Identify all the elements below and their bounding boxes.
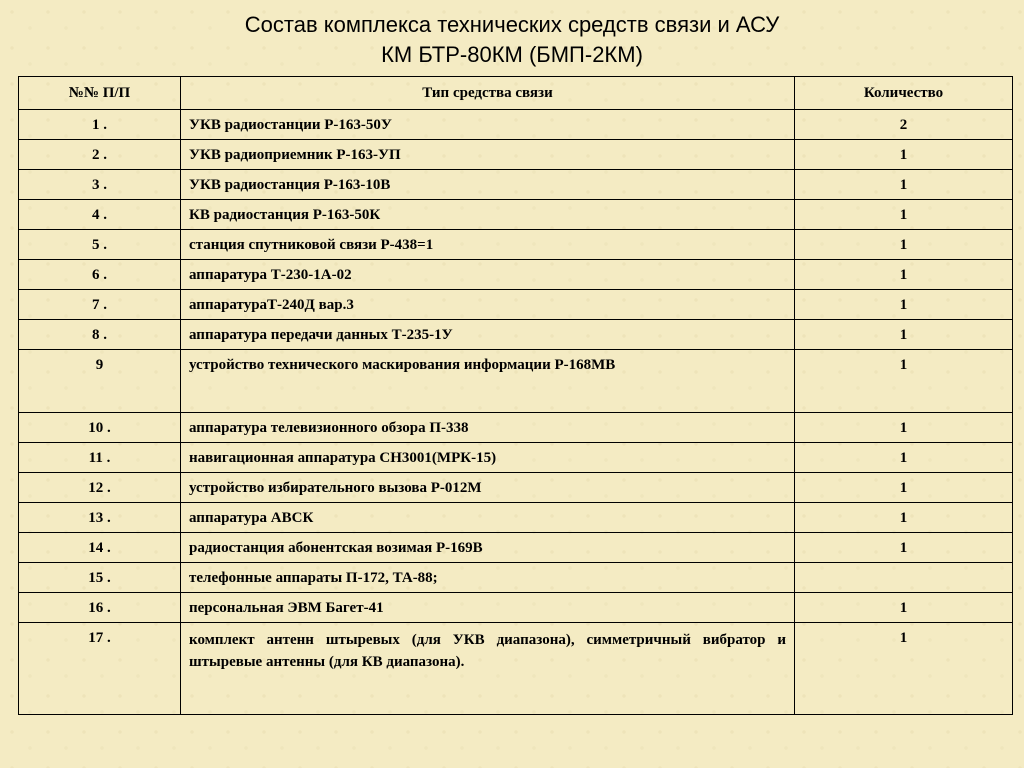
row-num: 10 . [19,413,181,443]
table-row [19,503,1013,533]
row-num: 12 . [19,473,181,503]
row-type: радиостанция абонентская возимая Р-169В [181,533,795,563]
row-type: аппаратура Т-230-1А-02 [181,260,795,290]
row-type: УКВ радиоприемник Р-163-УП [181,140,795,170]
table-header-row [19,77,1013,110]
table-row [19,230,1013,260]
table-row [19,593,1013,623]
equipment-table [18,76,1013,715]
row-type: аппаратура телевизионного обзора П-338 [181,413,795,443]
row-qty: 1 [795,413,1013,443]
title-line-2: КМ БТР-80КМ (БМП-2КМ) [381,42,643,67]
row-qty: 1 [795,503,1013,533]
row-num: 8 . [19,320,181,350]
row-type: телефонные аппараты П-172, ТА-88; [181,563,795,593]
table-row [19,140,1013,170]
row-num: 14 . [19,533,181,563]
title-line-1: Состав комплекса технических средств связи и АСУ [244,12,780,37]
table-row [19,320,1013,350]
row-qty: 1 [795,200,1013,230]
row-num: 9 [19,350,181,413]
row-num: 4 . [19,200,181,230]
table-row [19,200,1013,230]
table-row [19,110,1013,140]
row-num: 2 . [19,140,181,170]
table-row [19,260,1013,290]
row-num: 1 . [19,110,181,140]
row-num: 15 . [19,563,181,593]
row-qty: 1 [795,623,1013,715]
row-qty: 1 [795,290,1013,320]
row-type: УКВ радиостанции Р-163-50У [181,110,795,140]
row-qty: 1 [795,593,1013,623]
row-num: 11 . [19,443,181,473]
row-qty: 1 [795,533,1013,563]
row-qty: 1 [795,140,1013,170]
row-qty: 1 [795,260,1013,290]
row-type: аппаратура передачи данных Т-235-1У [181,320,795,350]
row-qty: 1 [795,230,1013,260]
row-num: 13 . [19,503,181,533]
row-qty: 2 [795,110,1013,140]
table-row [19,623,1013,715]
row-qty [795,563,1013,593]
table-row [19,473,1013,503]
row-num: 5 . [19,230,181,260]
row-type: КВ радиостанция Р-163-50К [181,200,795,230]
table-row [19,533,1013,563]
row-qty: 1 [795,170,1013,200]
header-qty: Количество [795,77,1013,110]
row-type: станция спутниковой связи Р-438=1 [181,230,795,260]
row-type: аппаратура АВСК [181,503,795,533]
row-type: устройство избирательного вызова Р-012М [181,473,795,503]
table-row [19,350,1013,413]
row-type: персональная ЭВМ Багет-41 [181,593,795,623]
row-qty: 1 [795,473,1013,503]
row-num: 3 . [19,170,181,200]
table-row [19,290,1013,320]
row-qty: 1 [795,443,1013,473]
row-num: 16 . [19,593,181,623]
row-num: 7 . [19,290,181,320]
header-num: №№ П/П [19,77,181,110]
row-qty: 1 [795,320,1013,350]
page-title [0,10,1024,70]
row-num: 6 . [19,260,181,290]
header-type: Тип средства связи [181,77,795,110]
table-row [19,563,1013,593]
row-num: 17 . [19,623,181,715]
row-type: аппаратураТ-240Д вар.3 [181,290,795,320]
row-type: УКВ радиостанция Р-163-10В [181,170,795,200]
row-type: комплект антенн штыревых (для УКВ диапазона), симметричный вибратор и штыревые антенны (для КВ диапазона). [181,623,795,715]
table-row [19,443,1013,473]
table-row [19,413,1013,443]
table-row [19,170,1013,200]
row-type: устройство технического маскирования информации Р-168МВ [181,350,795,413]
row-qty: 1 [795,350,1013,413]
row-type: навигационная аппаратура СН3001(МРК-15) [181,443,795,473]
